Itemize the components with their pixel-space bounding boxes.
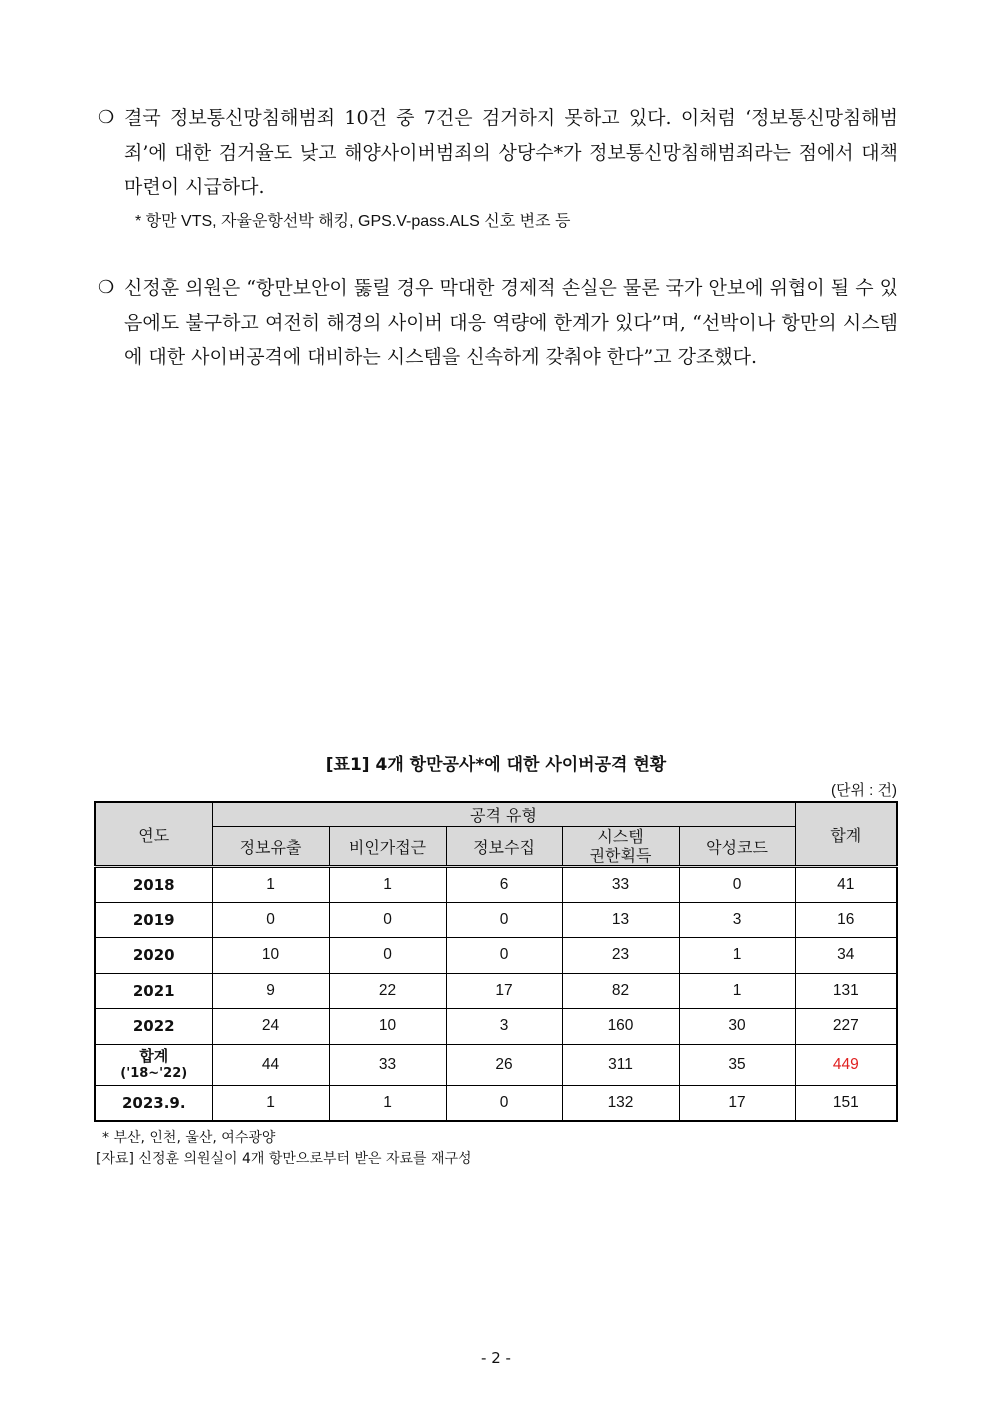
row-year: 2018 [95,867,212,903]
paragraph-text: 결국 정보통신망침해범죄 10건 중 7건은 검거하지 못하고 있다. 이처럼 ‘정보통신망침해범죄’에 대한 검거율도 낮고 해양사이버범죄의 상당수*가 정보통신망침해범죄라는 점에서 대책 마련이 시급하다. [124,107,898,198]
header-attack-type: 공격 유형 [212,802,795,827]
row-total: 34 [795,938,897,974]
cell: 0 [212,902,329,938]
cell: 1 [329,867,446,903]
cell: 17 [446,973,562,1009]
paragraph-1 [98,101,898,205]
row-year: 2020 [95,938,212,974]
sum-sublabel: ('18~'22) [120,1065,188,1081]
header-year: 연도 [95,802,212,867]
table-row [95,1085,897,1121]
cell: 0 [329,902,446,938]
cell: 26 [446,1044,562,1085]
row-year: 2022 [95,1009,212,1045]
sum-row [95,1044,897,1085]
paragraph-note: * 항만 VTS, 자율운항선박 해킹, GPS.V-pass.ALS 신호 변조 등 [135,213,571,230]
page-number: - 2 - [481,1349,511,1367]
cell: 33 [329,1044,446,1085]
sum-label-cell [95,1044,212,1085]
sum-label: 합계 [139,1046,169,1065]
cell: 44 [212,1044,329,1085]
cell: 3 [679,902,795,938]
cell: 1 [212,1085,329,1121]
cell: 311 [562,1044,679,1085]
cell: 33 [562,867,679,903]
table-unit: (단위 : 건) [831,782,897,799]
header-type: 정보수집 [446,827,562,867]
cell: 3 [446,1009,562,1045]
cell: 10 [329,1009,446,1045]
bullet-circle-icon: ❍ [98,277,115,298]
grand-total: 449 [795,1044,897,1085]
cell: 13 [562,902,679,938]
row-total: 227 [795,1009,897,1045]
paragraph-text: 신정훈 의원은 “항만보안이 뚫릴 경우 막대한 경제적 손실은 물론 국가 안보에 위협이 될 수 있음에도 불구하고 여전히 해경의 사이버 대응 역량에 한계가 있다”며, “선박이나 항만의 시스템에 대한 사이버공격에 대비하는 시스템을 신속하게 갖춰야 한다”고 강조했다. [124,277,898,368]
row-total: 16 [795,902,897,938]
cell: 0 [446,902,562,938]
cell: 35 [679,1044,795,1085]
table-row [95,938,897,974]
row-year: 2019 [95,902,212,938]
row-total: 41 [795,867,897,903]
cyber-attack-table [94,801,898,1122]
table-title: [표1] 4개 항만공사*에 대한 사이버공격 현황 [325,755,667,775]
header-type: 시스템 권한획득 [562,827,679,867]
cell: 9 [212,973,329,1009]
header-type: 악성코드 [679,827,795,867]
cell: 10 [212,938,329,974]
cell: 0 [446,1085,562,1121]
header-type: 정보유출 [212,827,329,867]
cell: 23 [562,938,679,974]
cell: 6 [446,867,562,903]
cell: 0 [446,938,562,974]
table-row [95,867,897,903]
cell: 160 [562,1009,679,1045]
cell: 30 [679,1009,795,1045]
table-row [95,973,897,1009]
cell: 1 [679,973,795,1009]
cell: 24 [212,1009,329,1045]
cell: 22 [329,973,446,1009]
row-year: 2023.9. [95,1085,212,1121]
table-source: [자료] 신정훈 의원실이 4개 항만으로부터 받은 자료를 재구성 [96,1151,472,1167]
row-total: 151 [795,1085,897,1121]
cell: 17 [679,1085,795,1121]
cell: 1 [329,1085,446,1121]
cell: 132 [562,1085,679,1121]
row-year: 2021 [95,973,212,1009]
paragraph-2 [98,271,898,375]
bullet-circle-icon: ❍ [98,107,115,128]
cell: 1 [679,938,795,974]
cell: 0 [679,867,795,903]
table-footnote: * 부산, 인천, 울산, 여수광양 [102,1130,276,1146]
row-total: 131 [795,973,897,1009]
header-type: 비인가접근 [329,827,446,867]
cell: 1 [212,867,329,903]
table-row [95,902,897,938]
cell: 82 [562,973,679,1009]
table-row [95,1009,897,1045]
header-total: 합계 [795,802,897,867]
cell: 0 [329,938,446,974]
